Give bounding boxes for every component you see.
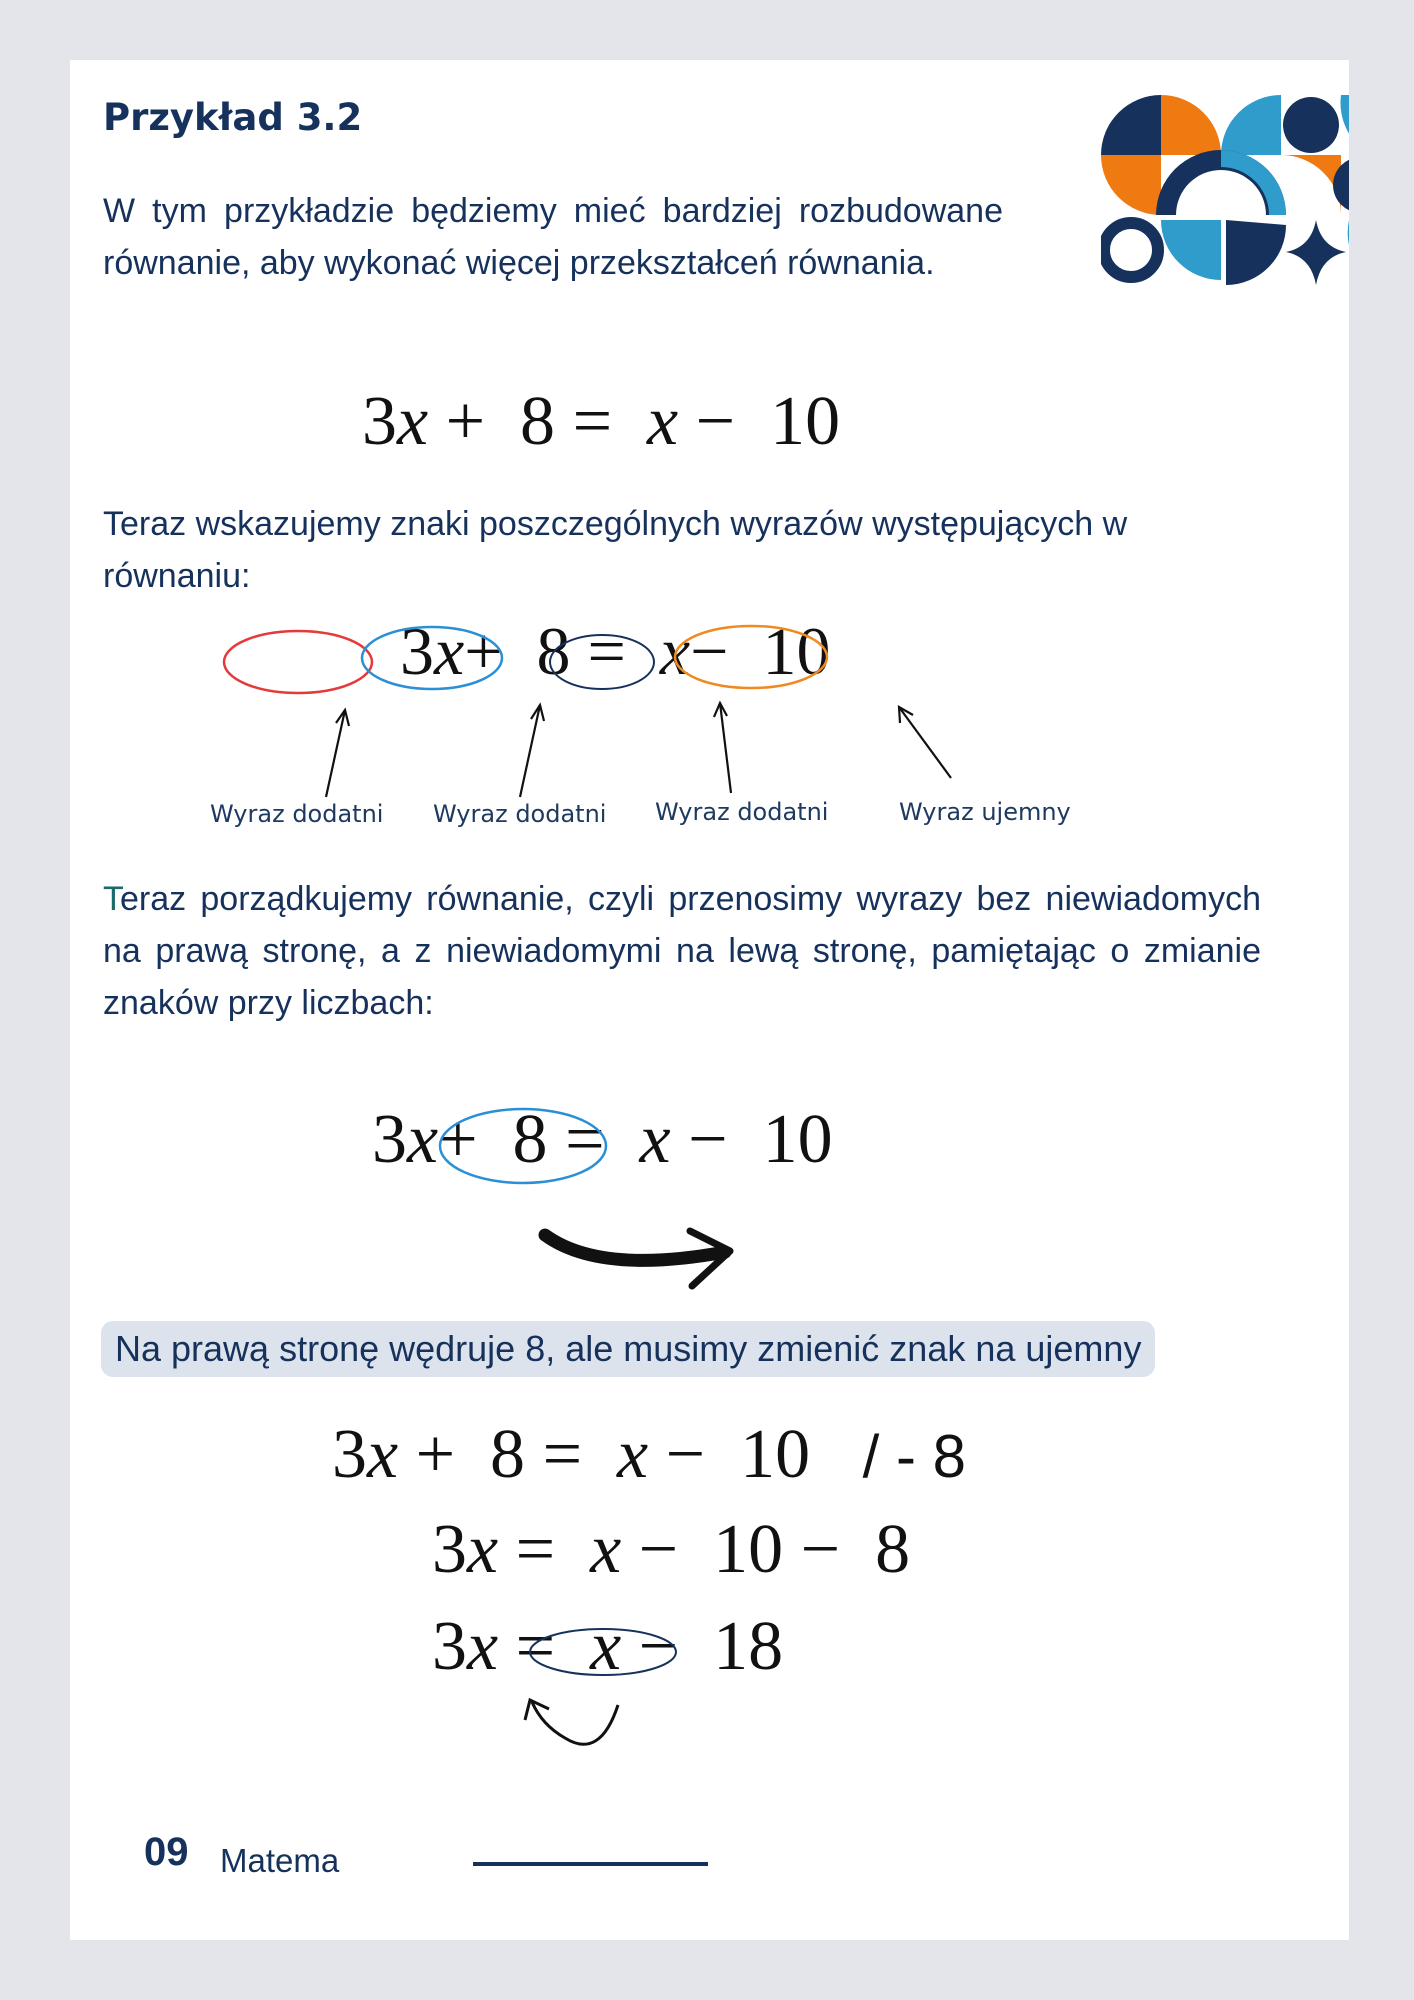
equation-move: 3x+ 8 = x − 10 <box>372 1101 833 1178</box>
page-number: 09 <box>144 1830 189 1874</box>
term-label: Wyraz dodatni <box>210 800 384 828</box>
signs-paragraph: Teraz wskazujemy znaki poszczególnych wyrazów występujących w równaniu: <box>103 505 1128 595</box>
term-label: Wyraz dodatni <box>433 800 607 828</box>
variable-term-circle <box>530 1629 676 1675</box>
footer-label: Matema <box>220 1842 340 1879</box>
step-annotation <box>70 60 1349 1940</box>
reorder-first-letter: T <box>103 880 120 918</box>
document-page <box>70 60 1349 1940</box>
term-label: Wyraz ujemny <box>899 798 1071 826</box>
equation-step-2: 3x = x − 10 − 8 <box>432 1511 911 1588</box>
equation-step-3: 3x = x − 18 <box>432 1608 784 1685</box>
term-label: Wyraz dodatni <box>655 798 829 826</box>
reorder-text: eraz porządkujemy równanie, czyli przenosimy wyrazy bez niewiadomych na prawą stronę, a z niewiadomymi na lewą stronę, pamiętając o zmianie znaków przy liczbach: <box>103 880 1261 1022</box>
example-title: Przykład 3.2 <box>103 96 363 139</box>
equation-step-1: 3x + 8 = x − 10 / - 8 <box>332 1416 966 1493</box>
equation-original: 3x + 8 = x − 10 <box>362 383 841 460</box>
intro-paragraph: W tym przykładzie będziemy mieć bardziej rozbudowane równanie, aby wykonać więcej przekształceń równania. <box>103 192 1003 282</box>
operation-note: / - 8 <box>862 1423 966 1490</box>
sign-change-note: Na prawą stronę wędruje 8, ale musimy zmienić znak na ujemny <box>101 1321 1155 1377</box>
footer-rule <box>473 1862 708 1866</box>
equation-annotated: 3x+ 8 = x− 10 <box>400 613 831 689</box>
